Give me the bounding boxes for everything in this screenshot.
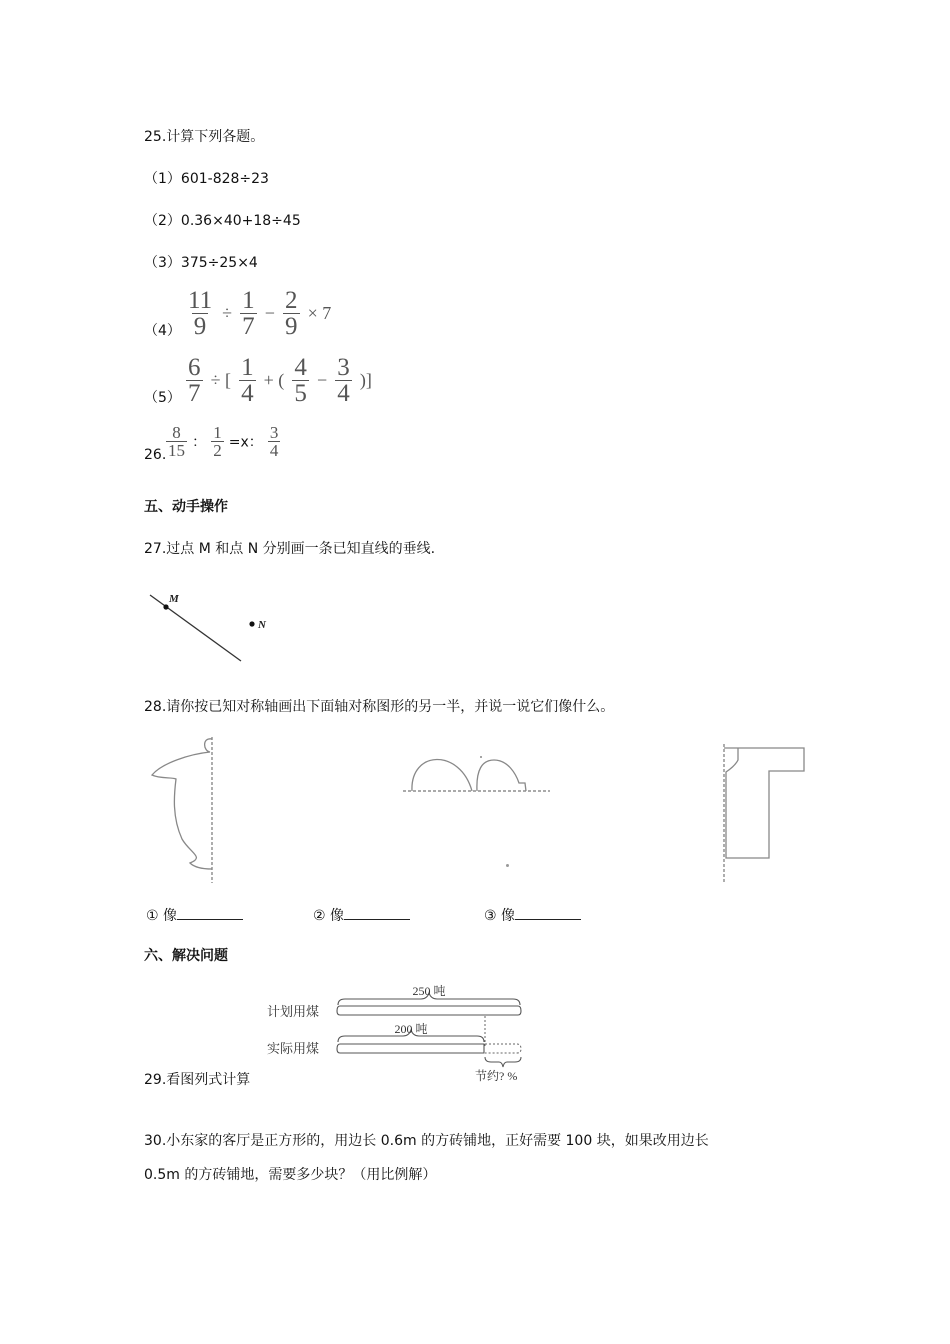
answer-number: ①: [146, 908, 159, 924]
saving-brace: [485, 1057, 521, 1067]
item-expr: 375÷25×4: [180, 255, 258, 271]
q25-item-3: [144, 254, 258, 272]
q28-answer-2: [313, 905, 410, 925]
item-expr: 0.36×40+18÷45: [180, 213, 301, 229]
answer-number: ②: [313, 908, 326, 924]
operator: × 7: [307, 303, 332, 323]
q25-item-1: [144, 170, 269, 188]
answer-text: 像: [330, 908, 345, 924]
stray-dot: [506, 864, 509, 867]
actual-label: 实际用煤: [267, 1041, 320, 1056]
fraction: $\frac{11}{9}$: [188, 287, 213, 340]
symmetric-figure-3: [718, 742, 810, 884]
equation-middle: =x：: [228, 434, 263, 451]
q29-diagram: [265, 983, 540, 1088]
fraction: $\frac{1}{7}$: [242, 287, 255, 340]
item-label: （2）: [144, 213, 181, 229]
actual-value: 200 吨: [394, 1022, 428, 1036]
half-shape: [724, 748, 804, 858]
fraction: $\frac{2}{9}$: [285, 287, 298, 340]
fraction: $\frac{8}{15}$: [168, 423, 185, 460]
plan-value: 250 吨: [412, 984, 446, 998]
fraction: $\frac{3}{4}$: [269, 423, 279, 460]
half-shape: [152, 739, 212, 869]
label-m: M: [169, 593, 179, 605]
q25-item-4-expression: [186, 288, 334, 339]
half-shape-arch-1: [412, 759, 472, 791]
dot: [480, 756, 482, 758]
q27-title: 27.过点 M 和点 N 分别画一条已知直线的垂线.: [144, 541, 436, 557]
fraction: $\frac{6}{7}$: [188, 354, 201, 407]
operator: ÷: [222, 303, 233, 323]
operator: ÷ [: [210, 370, 231, 390]
q30-line-1: 30.小东家的客厅是正方形的，用边长 0.6m 的方砖铺地，正好需要 100 块，如果改用边长: [144, 1133, 709, 1149]
q28-answer-3: [484, 905, 581, 925]
colon: ：: [192, 434, 207, 451]
operator: −: [264, 303, 275, 323]
symmetric-figure-2: [400, 748, 555, 798]
point-n: [249, 621, 254, 626]
q25-item-4-label: （4）: [144, 323, 181, 339]
point-m: [163, 604, 168, 609]
item-label: （1）: [144, 171, 181, 187]
answer-blank-2[interactable]: [344, 905, 410, 920]
half-shape-arch-2: [477, 760, 526, 791]
answer-number: ③: [484, 908, 497, 924]
operator: + (: [263, 370, 285, 390]
fraction: $\frac{4}{5}$: [294, 354, 307, 407]
q25-item-2: [144, 212, 301, 230]
item-expr: 601-828÷23: [180, 171, 269, 187]
plan-bar: [337, 1006, 521, 1015]
label-n: N: [258, 619, 266, 631]
section-6-title: 六、解决问题: [144, 948, 228, 964]
q25-item-5-label: （5）: [144, 390, 181, 406]
fraction: $\frac{1}{2}$: [213, 423, 222, 460]
q26-prefix: 26.: [144, 447, 167, 463]
given-line: [150, 595, 241, 661]
q27-figure: [140, 585, 280, 670]
plan-label: 计划用煤: [267, 1004, 320, 1019]
operator: )]: [359, 370, 372, 390]
q25-title: 25.计算下列各题。: [144, 129, 265, 145]
answer-text: 像: [163, 908, 178, 924]
q25-item-5-expression: [186, 355, 375, 406]
operator: −: [317, 370, 328, 390]
item-label: （3）: [144, 255, 181, 271]
q26-expression: [166, 424, 280, 459]
q28-answer-1: [146, 905, 243, 925]
fraction: $\frac{1}{4}$: [241, 354, 254, 407]
q29-title: 29.看图列式计算: [144, 1072, 251, 1088]
section-5-title: 五、动手操作: [144, 499, 228, 515]
saving-segment: [485, 1044, 521, 1053]
actual-bar: [337, 1044, 484, 1053]
answer-blank-3[interactable]: [515, 905, 581, 920]
symmetric-figure-1: [150, 735, 220, 885]
q30-line-2: 0.5m 的方砖铺地，需要多少块？（用比例解）: [144, 1167, 437, 1183]
q28-title: 28.请你按已知对称轴画出下面轴对称图形的另一半，并说一说它们像什么。: [144, 699, 615, 715]
answer-blank-1[interactable]: [177, 905, 243, 920]
saving-label: 节约? %: [475, 1069, 518, 1083]
answer-text: 像: [501, 908, 516, 924]
fraction: $\frac{3}{4}$: [337, 354, 350, 407]
